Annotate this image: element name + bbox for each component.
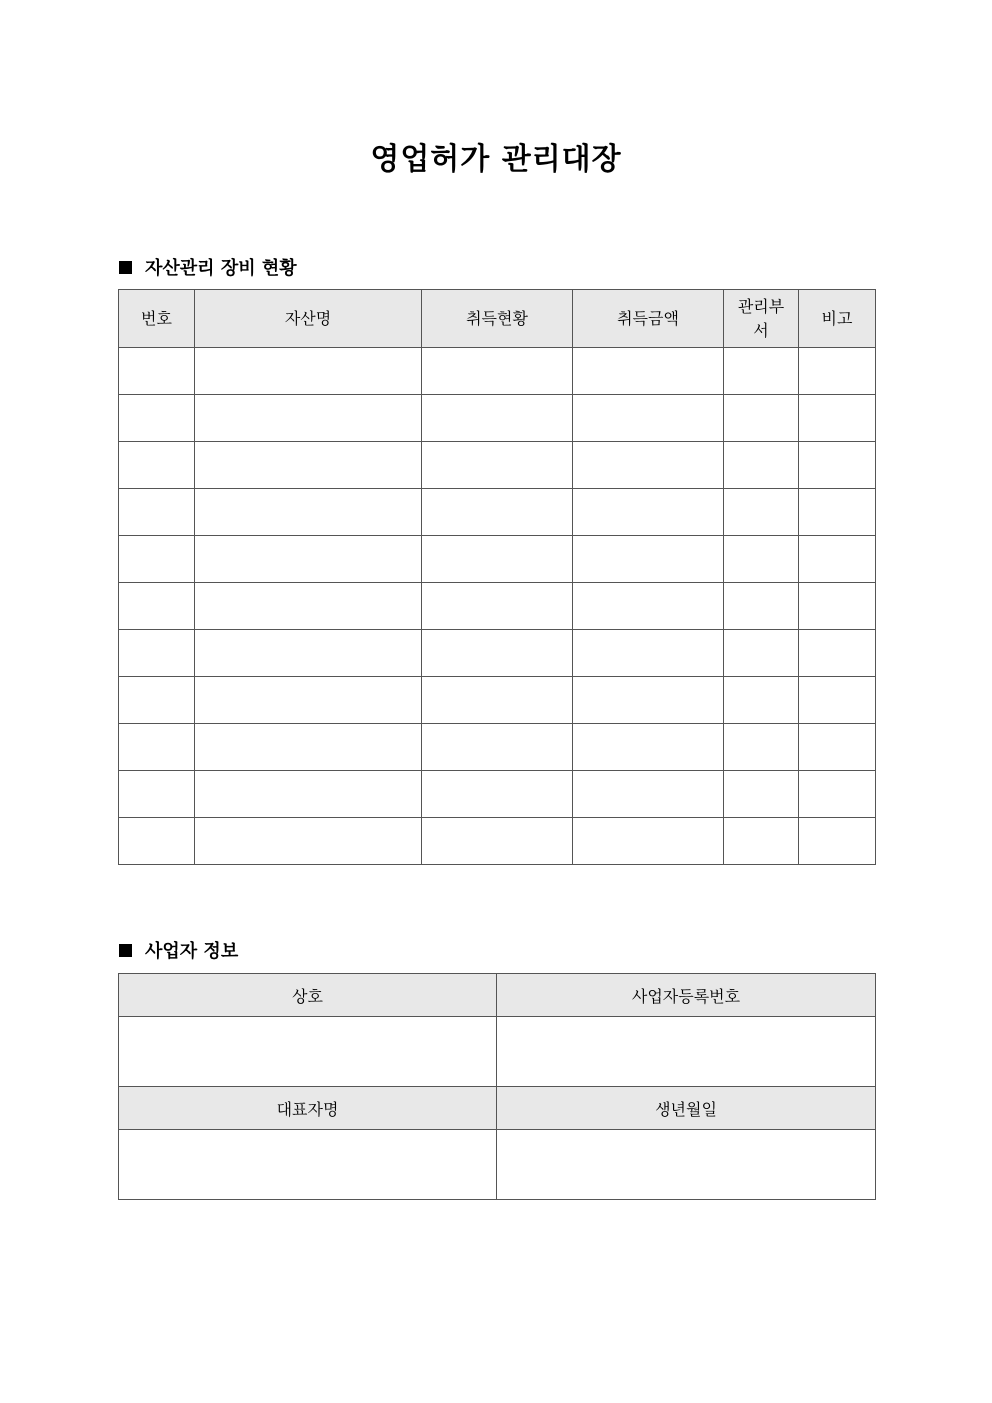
managing-dept-cell[interactable] xyxy=(724,630,799,677)
managing-dept-cell[interactable] xyxy=(724,677,799,724)
remarks-cell[interactable] xyxy=(799,818,876,865)
remarks-cell[interactable] xyxy=(799,677,876,724)
asset-name-cell[interactable] xyxy=(195,818,422,865)
business-value-row xyxy=(119,1017,876,1087)
remarks-cell[interactable] xyxy=(799,630,876,677)
table-row xyxy=(119,395,876,442)
business-label-row xyxy=(119,1087,876,1130)
acquisition-amount-cell[interactable] xyxy=(573,771,724,818)
managing-dept-label-line1: 관리부 xyxy=(737,296,785,316)
remarks-cell[interactable] xyxy=(799,724,876,771)
asset-name-cell[interactable] xyxy=(195,489,422,536)
acquisition-amount-cell[interactable] xyxy=(573,489,724,536)
trade-name-label: 상호 xyxy=(119,974,497,1017)
acquisition-amount-cell[interactable] xyxy=(573,818,724,865)
number-cell[interactable] xyxy=(119,395,195,442)
column-header-acquisition-amount: 취득금액 xyxy=(573,290,724,348)
remarks-cell[interactable] xyxy=(799,348,876,395)
acquisition-status-cell[interactable] xyxy=(422,724,573,771)
document-title: 영업허가 관리대장 xyxy=(370,142,622,177)
table-row xyxy=(119,442,876,489)
asset-name-cell[interactable] xyxy=(195,724,422,771)
asset-table-header xyxy=(119,290,876,348)
registration-number-value[interactable] xyxy=(497,1017,876,1087)
remarks-cell[interactable] xyxy=(799,395,876,442)
acquisition-status-cell[interactable] xyxy=(422,536,573,583)
representative-name-label: 대표자명 xyxy=(119,1087,497,1130)
remarks-cell[interactable] xyxy=(799,489,876,536)
number-cell[interactable] xyxy=(119,771,195,818)
number-cell[interactable] xyxy=(119,818,195,865)
asset-table xyxy=(118,289,876,865)
asset-name-cell[interactable] xyxy=(195,630,422,677)
managing-dept-cell[interactable] xyxy=(724,818,799,865)
asset-section-title: 자산관리 장비 현황 xyxy=(145,258,297,279)
business-label-row xyxy=(119,974,876,1017)
date-of-birth-label: 생년월일 xyxy=(497,1087,876,1130)
acquisition-amount-cell[interactable] xyxy=(573,583,724,630)
business-section-title: 사업자 정보 xyxy=(145,941,239,962)
table-row xyxy=(119,583,876,630)
number-cell[interactable] xyxy=(119,583,195,630)
managing-dept-cell[interactable] xyxy=(724,771,799,818)
table-row xyxy=(119,677,876,724)
representative-name-value[interactable] xyxy=(119,1130,497,1200)
remarks-cell[interactable] xyxy=(799,583,876,630)
acquisition-status-cell[interactable] xyxy=(422,677,573,724)
acquisition-amount-cell[interactable] xyxy=(573,724,724,771)
acquisition-status-cell[interactable] xyxy=(422,489,573,536)
date-of-birth-value[interactable] xyxy=(497,1130,876,1200)
managing-dept-cell[interactable] xyxy=(724,348,799,395)
acquisition-status-cell[interactable] xyxy=(422,348,573,395)
table-row xyxy=(119,630,876,677)
number-cell[interactable] xyxy=(119,724,195,771)
table-row xyxy=(119,489,876,536)
registration-number-label: 사업자등록번호 xyxy=(497,974,876,1017)
number-cell[interactable] xyxy=(119,348,195,395)
acquisition-status-cell[interactable] xyxy=(422,630,573,677)
asset-name-cell[interactable] xyxy=(195,395,422,442)
number-cell[interactable] xyxy=(119,442,195,489)
asset-name-cell[interactable] xyxy=(195,771,422,818)
number-cell[interactable] xyxy=(119,677,195,724)
acquisition-amount-cell[interactable] xyxy=(573,348,724,395)
managing-dept-cell[interactable] xyxy=(724,395,799,442)
managing-dept-cell[interactable] xyxy=(724,442,799,489)
square-bullet-icon xyxy=(119,944,132,957)
trade-name-value[interactable] xyxy=(119,1017,497,1087)
acquisition-status-cell[interactable] xyxy=(422,583,573,630)
asset-name-cell[interactable] xyxy=(195,677,422,724)
column-header-number: 번호 xyxy=(119,290,195,348)
number-cell[interactable] xyxy=(119,489,195,536)
table-row xyxy=(119,348,876,395)
column-header-remarks: 비고 xyxy=(799,290,876,348)
asset-section-heading xyxy=(119,254,297,280)
remarks-cell[interactable] xyxy=(799,442,876,489)
asset-name-cell[interactable] xyxy=(195,442,422,489)
table-row xyxy=(119,536,876,583)
column-header-managing-dept xyxy=(724,290,799,348)
managing-dept-cell[interactable] xyxy=(724,583,799,630)
acquisition-status-cell[interactable] xyxy=(422,395,573,442)
asset-name-cell[interactable] xyxy=(195,583,422,630)
number-cell[interactable] xyxy=(119,536,195,583)
managing-dept-cell[interactable] xyxy=(724,536,799,583)
business-section-heading xyxy=(119,937,238,963)
acquisition-amount-cell[interactable] xyxy=(573,442,724,489)
asset-name-cell[interactable] xyxy=(195,536,422,583)
business-value-row xyxy=(119,1130,876,1200)
acquisition-amount-cell[interactable] xyxy=(573,395,724,442)
remarks-cell[interactable] xyxy=(799,771,876,818)
square-bullet-icon xyxy=(119,261,132,274)
table-row xyxy=(119,818,876,865)
acquisition-status-cell[interactable] xyxy=(422,818,573,865)
acquisition-amount-cell[interactable] xyxy=(573,630,724,677)
managing-dept-cell[interactable] xyxy=(724,489,799,536)
managing-dept-cell[interactable] xyxy=(724,724,799,771)
acquisition-amount-cell[interactable] xyxy=(573,677,724,724)
column-header-acquisition-status: 취득현황 xyxy=(422,290,573,348)
table-row xyxy=(119,771,876,818)
acquisition-status-cell[interactable] xyxy=(422,442,573,489)
business-info-table xyxy=(118,973,876,1200)
number-cell[interactable] xyxy=(119,630,195,677)
managing-dept-label-line2: 서 xyxy=(753,320,769,340)
acquisition-amount-cell[interactable] xyxy=(573,536,724,583)
acquisition-status-cell[interactable] xyxy=(422,771,573,818)
column-header-asset-name: 자산명 xyxy=(195,290,422,348)
table-row xyxy=(119,724,876,771)
remarks-cell[interactable] xyxy=(799,536,876,583)
asset-name-cell[interactable] xyxy=(195,348,422,395)
